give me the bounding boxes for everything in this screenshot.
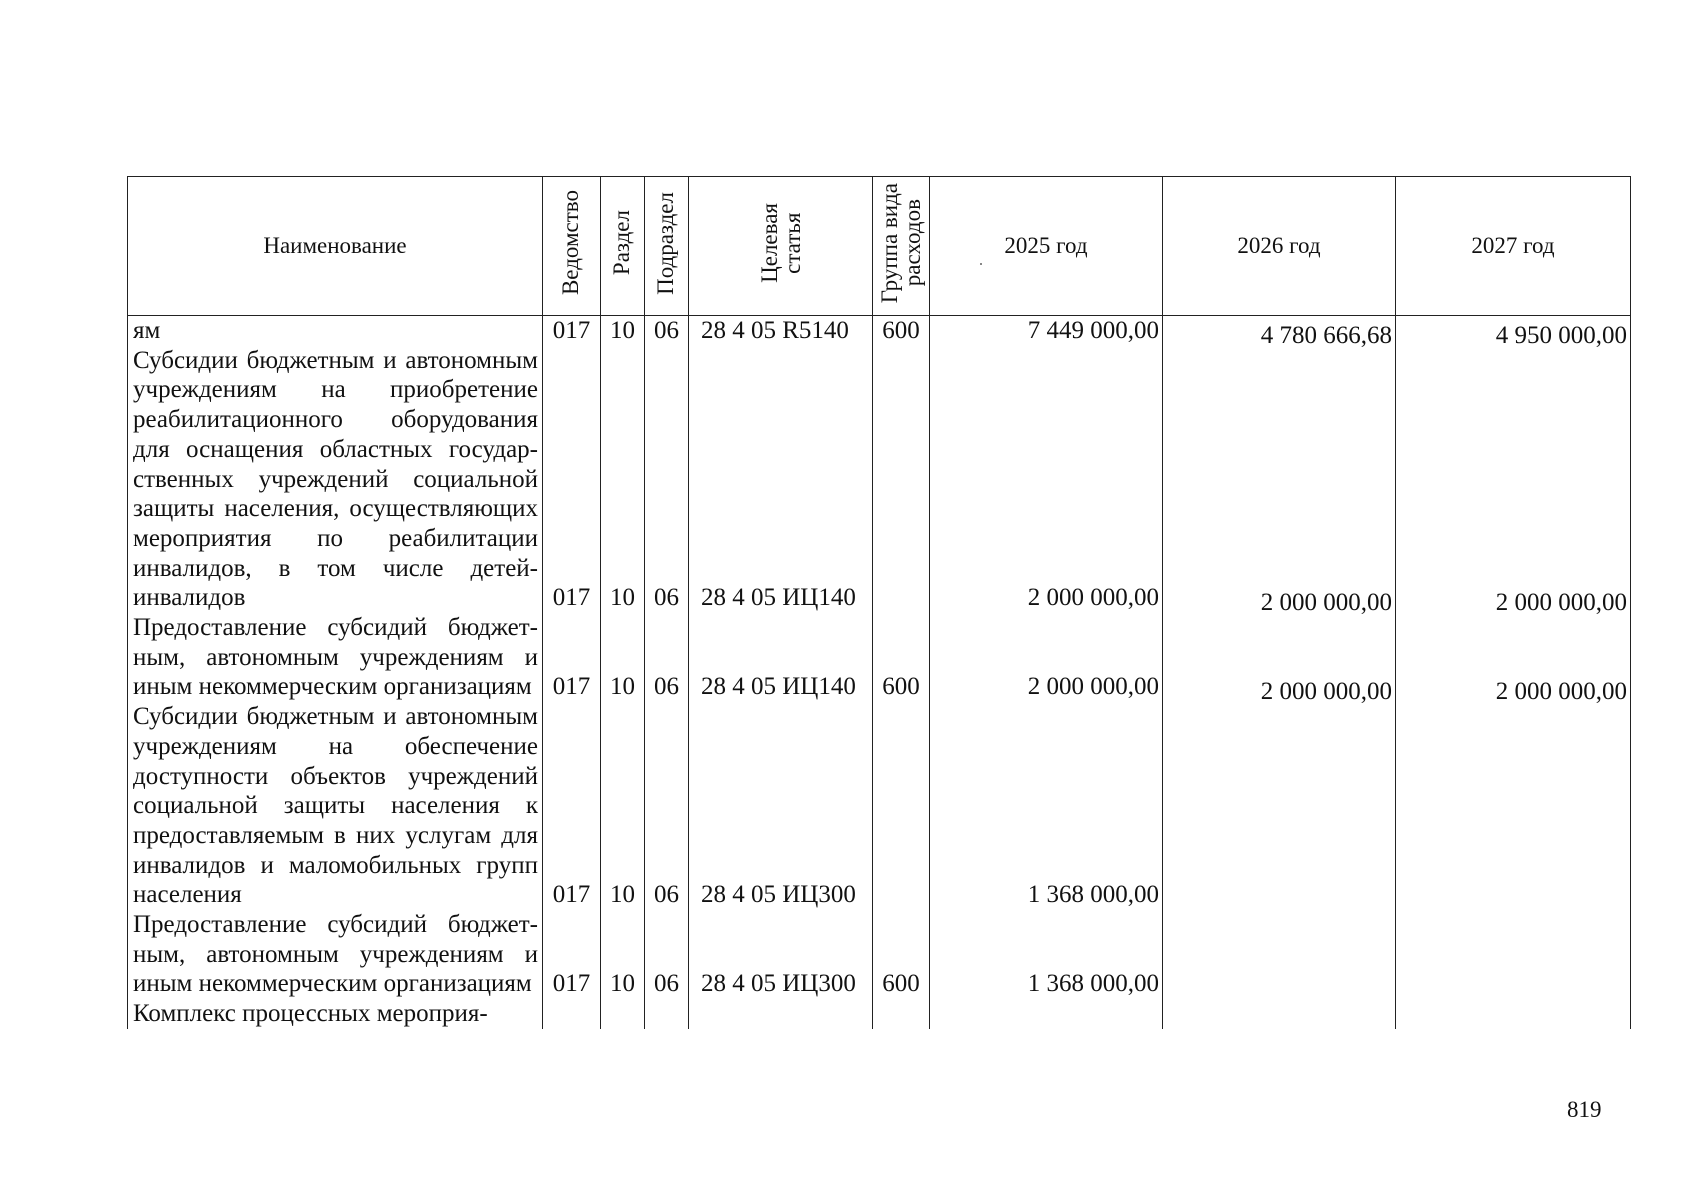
header-vedomstvo-label: Ведомство [558,190,584,296]
header-podrazdel-label: Подраздел [653,191,679,295]
row-podrazdel: 06 [645,316,689,346]
row-2027-value: 2 000 000,00 [1495,678,1627,706]
row-podrazdel: 06 [645,346,689,613]
row-2026 [1163,702,1396,910]
row-2027 [1396,613,1631,706]
header-2025 [930,177,1163,316]
row-2026 [1163,999,1396,1029]
row-2025: 2 000 000,00 [930,346,1163,613]
row-2026-value: 2 000 000,00 [1260,589,1392,617]
row-razdel: 10 [601,316,645,346]
row-gruppa [873,346,930,613]
header-celevaya-label: Целевая статья [756,203,805,283]
row-vedomstvo: 017 [543,910,601,999]
row-2025: 1 368 000,00 [930,702,1163,910]
row-razdel: 10 [601,346,645,613]
budget-table [127,176,1631,1029]
row-name: Предоставление субсидий бюджетным, автономным учреждениям и иным некоммерческим организациям [128,613,543,702]
table-row [128,910,1631,999]
header-celevaya [689,177,873,316]
row-2027 [1396,316,1631,349]
row-2025 [930,999,1163,1029]
row-2026 [1163,316,1396,349]
header-vedomstvo [543,177,601,316]
row-vedomstvo: 017 [543,346,601,613]
header-podrazdel [645,177,689,316]
row-gruppa: 600 [873,613,930,702]
row-name: ям [128,316,543,346]
row-gruppa [873,999,930,1029]
row-vedomstvo: 017 [543,316,601,346]
row-celevaya [689,999,873,1029]
row-name: Комплекс процессных мероприя- [128,999,543,1029]
row-vedomstvo: 017 [543,613,601,702]
row-2025: 2 000 000,00 [930,613,1163,702]
row-vedomstvo: 017 [543,702,601,910]
header-2025-label: 2025 год [1004,233,1088,258]
row-2027-value: 2 000 000,00 [1495,589,1627,617]
header-razdel-label: Раздел [609,210,635,276]
header-gruppa-label: Группа вида расходов [877,182,925,304]
row-2027 [1396,999,1631,1029]
row-razdel: 10 [601,613,645,702]
header-razdel [601,177,645,316]
row-gruppa [873,702,930,910]
row-razdel: 10 [601,910,645,999]
row-celevaya: 28 4 05 ИЦ140 [689,346,873,613]
table-row [128,999,1631,1029]
header-gruppa [873,177,930,316]
table-row [128,346,1631,613]
page-number: 819 [1567,1097,1602,1122]
header-name [128,177,543,316]
header-2027 [1396,177,1631,316]
row-razdel [601,999,645,1029]
header-2027-label: 2027 год [1471,233,1555,258]
table-row [128,613,1631,702]
row-2026 [1163,613,1396,706]
row-2026-value: 4 780 666,68 [1260,322,1392,349]
row-2026-value: 2 000 000,00 [1260,678,1392,706]
header-2026 [1163,177,1396,316]
row-celevaya: 28 4 05 R5140 [689,316,873,346]
row-gruppa: 600 [873,316,930,346]
row-2027 [1396,910,1631,999]
row-celevaya: 28 4 05 ИЦ300 [689,910,873,999]
row-2027 [1396,346,1631,617]
row-name: Субсидии бюджетным и автономным учреждениям на приобретение реабилитационного оборудования для оснащения областных государственных учреждений социальной защиты населения, осуществляющих мероприятия по реабилитации инвалидов, в том числе детей-инвалидов [128,346,543,613]
row-2025: 1 368 000,00 [930,910,1163,999]
table-header-row [128,177,1631,316]
row-name: Субсидии бюджетным и автономным учреждениям на обеспечение доступности объектов учреждений социальной защиты населения к предоставляемым в них услугам для инвалидов и маломобильных групп населения [128,702,543,910]
row-2026 [1163,910,1396,999]
row-podrazdel: 06 [645,702,689,910]
row-vedomstvo [543,999,601,1029]
header-name-label: Наименование [263,233,407,258]
row-gruppa: 600 [873,910,930,999]
row-2026 [1163,346,1396,617]
row-podrazdel: 06 [645,613,689,702]
row-podrazdel [645,999,689,1029]
scan-speck [980,263,982,265]
row-podrazdel: 06 [645,910,689,999]
row-celevaya: 28 4 05 ИЦ300 [689,702,873,910]
row-2025: 7 449 000,00 [930,316,1163,346]
table-row [128,702,1631,910]
table-row [128,316,1631,346]
row-celevaya: 28 4 05 ИЦ140 [689,613,873,702]
row-2027-value: 4 950 000,00 [1495,322,1627,349]
row-name: Предоставление субсидий бюджетным, автономным учреждениям и иным некоммерческим организациям [128,910,543,999]
header-2026-label: 2026 год [1237,233,1321,258]
row-2027 [1396,702,1631,910]
row-razdel: 10 [601,702,645,910]
